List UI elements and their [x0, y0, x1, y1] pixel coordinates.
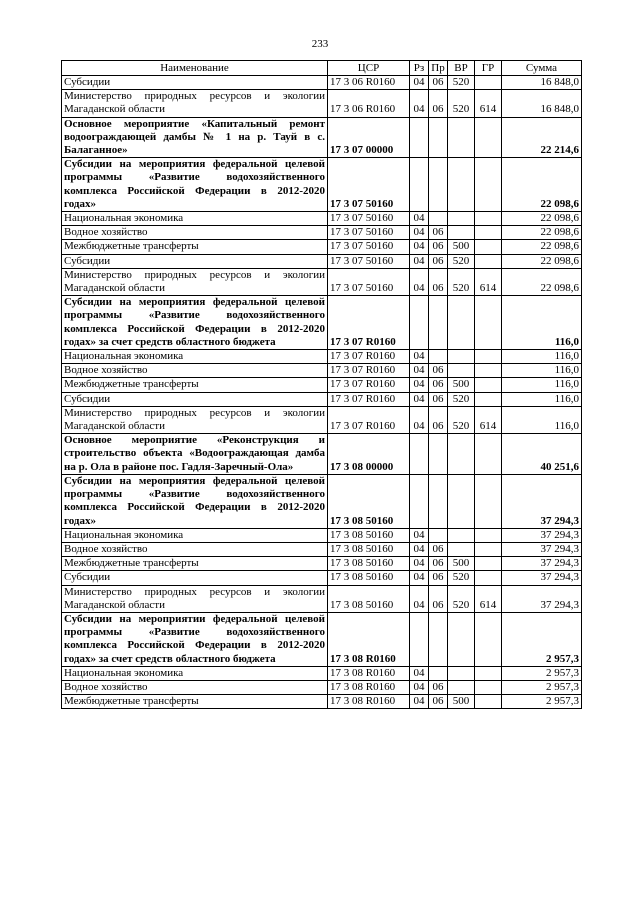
- cell-sum: 22 098,6: [502, 268, 582, 295]
- table-row: [62, 406, 582, 433]
- cell-pr: [429, 158, 448, 212]
- table-header-row: [62, 61, 582, 76]
- cell-vr: [448, 117, 475, 158]
- cell-name: Межбюджетные трансферты: [62, 378, 328, 392]
- cell-name: Национальная экономика: [62, 212, 328, 226]
- cell-vr: [448, 666, 475, 680]
- cell-csr: 17 3 08 50160: [328, 474, 410, 528]
- cell-pr: 06: [429, 557, 448, 571]
- cell-vr: 520: [448, 585, 475, 612]
- table-row: [62, 378, 582, 392]
- cell-gr: [475, 612, 502, 666]
- cell-vr: 500: [448, 378, 475, 392]
- cell-sum: 40 251,6: [502, 434, 582, 475]
- table-row: [62, 212, 582, 226]
- cell-sum: 22 214,6: [502, 117, 582, 158]
- cell-vr: [448, 226, 475, 240]
- cell-vr: 520: [448, 254, 475, 268]
- table-row: [62, 571, 582, 585]
- cell-sum: 22 098,6: [502, 226, 582, 240]
- cell-name: Межбюджетные трансферты: [62, 240, 328, 254]
- cell-rz: 04: [410, 254, 429, 268]
- table-row: [62, 350, 582, 364]
- cell-sum: 22 098,6: [502, 254, 582, 268]
- cell-sum: 37 294,3: [502, 585, 582, 612]
- cell-rz: 04: [410, 571, 429, 585]
- cell-vr: 520: [448, 268, 475, 295]
- cell-rz: 04: [410, 268, 429, 295]
- cell-vr: 520: [448, 76, 475, 90]
- cell-rz: [410, 117, 429, 158]
- cell-rz: 04: [410, 212, 429, 226]
- cell-csr: 17 3 07 R0160: [328, 392, 410, 406]
- table-row: [62, 254, 582, 268]
- cell-name: Национальная экономика: [62, 350, 328, 364]
- cell-name: Водное хозяйство: [62, 542, 328, 556]
- cell-sum: 16 848,0: [502, 90, 582, 117]
- cell-csr: 17 3 08 50160: [328, 528, 410, 542]
- cell-name: Субсидии: [62, 254, 328, 268]
- cell-pr: 06: [429, 695, 448, 709]
- cell-csr: 17 3 08 R0160: [328, 695, 410, 709]
- cell-gr: [475, 680, 502, 694]
- cell-vr: [448, 296, 475, 350]
- table-row: [62, 117, 582, 158]
- cell-gr: [475, 364, 502, 378]
- cell-gr: [475, 350, 502, 364]
- cell-csr: 17 3 06 R0160: [328, 76, 410, 90]
- cell-name: Министерство природных ресурсов и экологии Магаданской области: [62, 406, 328, 433]
- cell-sum: 22 098,6: [502, 212, 582, 226]
- cell-sum: 37 294,3: [502, 542, 582, 556]
- cell-vr: [448, 542, 475, 556]
- cell-pr: 06: [429, 680, 448, 694]
- cell-sum: 37 294,3: [502, 571, 582, 585]
- cell-rz: 04: [410, 406, 429, 433]
- cell-vr: 500: [448, 557, 475, 571]
- cell-name: Министерство природных ресурсов и экологии Магаданской области: [62, 90, 328, 117]
- column-header-gr: ГР: [475, 61, 502, 76]
- cell-rz: 04: [410, 392, 429, 406]
- cell-rz: 04: [410, 76, 429, 90]
- cell-csr: 17 3 08 R0160: [328, 680, 410, 694]
- column-header-vr: ВР: [448, 61, 475, 76]
- table-row: [62, 542, 582, 556]
- table-row: [62, 434, 582, 475]
- cell-gr: [475, 76, 502, 90]
- table-body: [62, 76, 582, 709]
- cell-gr: [475, 378, 502, 392]
- cell-rz: [410, 434, 429, 475]
- cell-sum: 37 294,3: [502, 474, 582, 528]
- cell-pr: 06: [429, 585, 448, 612]
- column-header-sum: Сумма: [502, 61, 582, 76]
- table-row: [62, 392, 582, 406]
- cell-name: Субсидии на мероприятия федеральной целевой программы «Развитие водохозяйственного комплекса Российской Федерации в 2012-2020 годах»: [62, 158, 328, 212]
- cell-gr: [475, 528, 502, 542]
- cell-gr: 614: [475, 268, 502, 295]
- cell-vr: 520: [448, 392, 475, 406]
- column-header-rz: Рз: [410, 61, 429, 76]
- cell-pr: 06: [429, 268, 448, 295]
- cell-sum: 2 957,3: [502, 612, 582, 666]
- cell-pr: 06: [429, 378, 448, 392]
- cell-rz: 04: [410, 666, 429, 680]
- cell-gr: [475, 226, 502, 240]
- budget-table: [61, 60, 582, 709]
- cell-sum: 116,0: [502, 392, 582, 406]
- cell-sum: 16 848,0: [502, 76, 582, 90]
- cell-name: Межбюджетные трансферты: [62, 557, 328, 571]
- cell-rz: 04: [410, 350, 429, 364]
- cell-vr: [448, 612, 475, 666]
- cell-gr: [475, 392, 502, 406]
- cell-name: Национальная экономика: [62, 666, 328, 680]
- cell-csr: 17 3 07 R0160: [328, 406, 410, 433]
- cell-pr: 06: [429, 406, 448, 433]
- column-header-pr: Пр: [429, 61, 448, 76]
- cell-csr: 17 3 08 50160: [328, 557, 410, 571]
- cell-csr: 17 3 08 R0160: [328, 612, 410, 666]
- cell-csr: 17 3 07 50160: [328, 268, 410, 295]
- cell-vr: [448, 434, 475, 475]
- cell-name: Основное мероприятие «Реконструкция и строительство объекта «Водоограждающая дамба на р. Ола в районе пос. Гадля-Заречный-Ола»: [62, 434, 328, 475]
- cell-vr: [448, 528, 475, 542]
- cell-vr: 520: [448, 90, 475, 117]
- cell-sum: 2 957,3: [502, 695, 582, 709]
- cell-rz: [410, 296, 429, 350]
- cell-vr: [448, 158, 475, 212]
- table-row: [62, 474, 582, 528]
- cell-csr: 17 3 07 50160: [328, 212, 410, 226]
- cell-pr: [429, 350, 448, 364]
- cell-rz: 04: [410, 680, 429, 694]
- cell-pr: 06: [429, 364, 448, 378]
- table-row: [62, 528, 582, 542]
- cell-name: Субсидии на мероприятия федеральной целевой программы «Развитие водохозяйственного комплекса Российской Федерации в 2012-2020 годах» за счет средств областного бюджета: [62, 296, 328, 350]
- page-number: 233: [311, 38, 329, 50]
- cell-rz: [410, 612, 429, 666]
- table-row: [62, 296, 582, 350]
- cell-name: Межбюджетные трансферты: [62, 695, 328, 709]
- table-row: [62, 158, 582, 212]
- cell-gr: [475, 158, 502, 212]
- cell-csr: 17 3 07 R0160: [328, 364, 410, 378]
- cell-gr: [475, 542, 502, 556]
- cell-sum: 22 098,6: [502, 158, 582, 212]
- cell-vr: [448, 364, 475, 378]
- cell-rz: 04: [410, 226, 429, 240]
- cell-csr: 17 3 07 50160: [328, 226, 410, 240]
- cell-rz: 04: [410, 364, 429, 378]
- table-row: [62, 695, 582, 709]
- cell-gr: [475, 296, 502, 350]
- table-row: [62, 612, 582, 666]
- table-row: [62, 364, 582, 378]
- cell-sum: 2 957,3: [502, 680, 582, 694]
- cell-pr: [429, 434, 448, 475]
- cell-name: Основное мероприятие «Капитальный ремонт водоограждающей дамбы № 1 на р. Тауй в с. Балаганное»: [62, 117, 328, 158]
- cell-csr: 17 3 08 50160: [328, 571, 410, 585]
- cell-gr: 614: [475, 406, 502, 433]
- cell-sum: 116,0: [502, 378, 582, 392]
- cell-rz: 04: [410, 557, 429, 571]
- table-row: [62, 226, 582, 240]
- cell-sum: 116,0: [502, 406, 582, 433]
- column-header-name: Наименование: [62, 61, 328, 76]
- cell-pr: [429, 666, 448, 680]
- cell-name: Субсидии: [62, 76, 328, 90]
- cell-sum: 116,0: [502, 364, 582, 378]
- cell-pr: 06: [429, 76, 448, 90]
- cell-rz: [410, 158, 429, 212]
- cell-rz: 04: [410, 585, 429, 612]
- cell-csr: 17 3 07 00000: [328, 117, 410, 158]
- cell-csr: 17 3 08 50160: [328, 542, 410, 556]
- cell-name: Водное хозяйство: [62, 680, 328, 694]
- cell-csr: 17 3 07 50160: [328, 240, 410, 254]
- cell-gr: [475, 666, 502, 680]
- cell-vr: [448, 212, 475, 226]
- cell-gr: [475, 240, 502, 254]
- cell-vr: 500: [448, 695, 475, 709]
- cell-gr: [475, 254, 502, 268]
- cell-pr: [429, 528, 448, 542]
- cell-name: Министерство природных ресурсов и экологии Магаданской области: [62, 585, 328, 612]
- cell-pr: 06: [429, 571, 448, 585]
- cell-vr: 520: [448, 406, 475, 433]
- cell-pr: 06: [429, 90, 448, 117]
- cell-gr: [475, 695, 502, 709]
- cell-csr: 17 3 07 50160: [328, 158, 410, 212]
- cell-pr: 06: [429, 240, 448, 254]
- cell-name: Национальная экономика: [62, 528, 328, 542]
- cell-sum: 116,0: [502, 296, 582, 350]
- cell-gr: [475, 212, 502, 226]
- cell-pr: 06: [429, 392, 448, 406]
- cell-name: Субсидии: [62, 571, 328, 585]
- cell-gr: [475, 571, 502, 585]
- table-row: [62, 90, 582, 117]
- cell-pr: 06: [429, 226, 448, 240]
- cell-name: Министерство природных ресурсов и экологии Магаданской области: [62, 268, 328, 295]
- cell-gr: 614: [475, 585, 502, 612]
- cell-sum: 22 098,6: [502, 240, 582, 254]
- cell-csr: 17 3 08 R0160: [328, 666, 410, 680]
- cell-vr: 500: [448, 240, 475, 254]
- table-row: [62, 557, 582, 571]
- table-row: [62, 76, 582, 90]
- cell-name: Водное хозяйство: [62, 226, 328, 240]
- cell-pr: [429, 474, 448, 528]
- table-row: [62, 680, 582, 694]
- table-row: [62, 666, 582, 680]
- cell-name: Субсидии на мероприятия федеральной целевой программы «Развитие водохозяйственного комплекса Российской Федерации в 2012-2020 годах»: [62, 474, 328, 528]
- column-header-csr: ЦСР: [328, 61, 410, 76]
- cell-name: Субсидии: [62, 392, 328, 406]
- cell-csr: 17 3 07 50160: [328, 254, 410, 268]
- cell-pr: 06: [429, 542, 448, 556]
- table-row: [62, 240, 582, 254]
- cell-vr: [448, 350, 475, 364]
- cell-csr: 17 3 08 00000: [328, 434, 410, 475]
- cell-csr: 17 3 07 R0160: [328, 350, 410, 364]
- cell-vr: [448, 474, 475, 528]
- cell-name: Водное хозяйство: [62, 364, 328, 378]
- cell-pr: [429, 296, 448, 350]
- cell-rz: 04: [410, 240, 429, 254]
- cell-name: Субсидии на мероприятии федеральной целевой программы «Развитие водохозяйственного комплекса Российской Федерации в 2012-2020 годах» за счет средств областного бюджета: [62, 612, 328, 666]
- cell-sum: 37 294,3: [502, 557, 582, 571]
- cell-rz: [410, 474, 429, 528]
- cell-csr: 17 3 07 R0160: [328, 378, 410, 392]
- cell-pr: [429, 212, 448, 226]
- cell-rz: 04: [410, 695, 429, 709]
- cell-csr: 17 3 08 50160: [328, 585, 410, 612]
- cell-vr: 520: [448, 571, 475, 585]
- cell-pr: [429, 117, 448, 158]
- table-row: [62, 585, 582, 612]
- cell-rz: 04: [410, 90, 429, 117]
- cell-rz: 04: [410, 378, 429, 392]
- cell-pr: 06: [429, 254, 448, 268]
- cell-vr: [448, 680, 475, 694]
- cell-rz: 04: [410, 528, 429, 542]
- cell-csr: 17 3 07 R0160: [328, 296, 410, 350]
- cell-gr: 614: [475, 90, 502, 117]
- cell-csr: 17 3 06 R0160: [328, 90, 410, 117]
- cell-gr: [475, 434, 502, 475]
- cell-gr: [475, 474, 502, 528]
- cell-sum: 116,0: [502, 350, 582, 364]
- cell-pr: [429, 612, 448, 666]
- cell-sum: 2 957,3: [502, 666, 582, 680]
- cell-gr: [475, 117, 502, 158]
- cell-gr: [475, 557, 502, 571]
- table-row: [62, 268, 582, 295]
- cell-rz: 04: [410, 542, 429, 556]
- cell-sum: 37 294,3: [502, 528, 582, 542]
